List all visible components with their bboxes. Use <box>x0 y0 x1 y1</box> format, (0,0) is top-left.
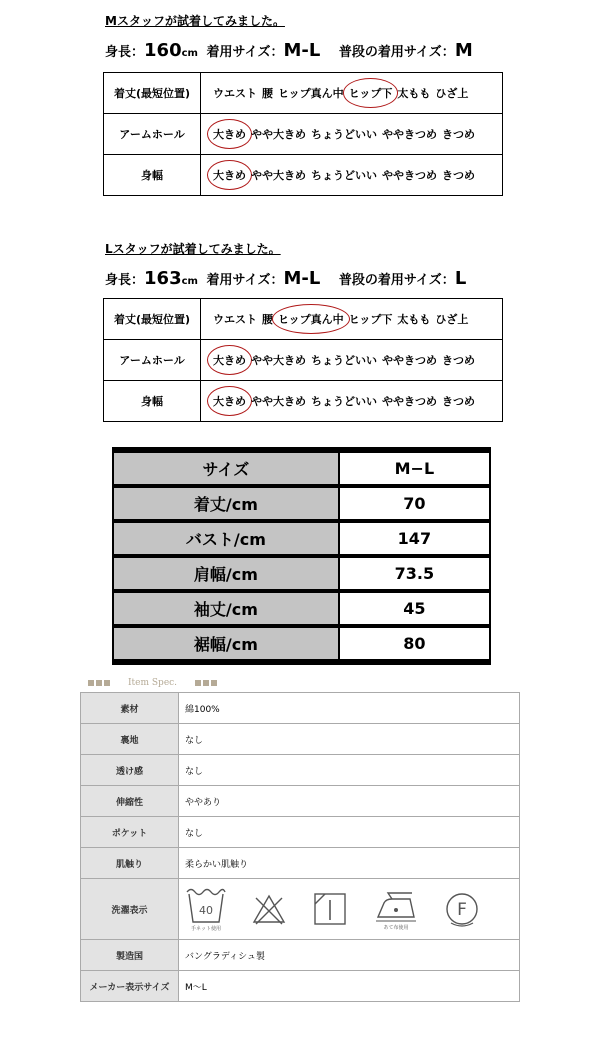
height-unit: cm <box>181 276 198 287</box>
spec-label: 製造国 <box>81 940 179 971</box>
m-staff-summary <box>105 40 473 61</box>
fit-option: やや大きめ <box>251 128 306 141</box>
fit-option: ちょうどいい <box>311 128 377 141</box>
size-value: 45 <box>340 593 489 624</box>
fit-option: ウエスト <box>213 87 257 100</box>
size-row <box>114 628 489 659</box>
spec-label: 伸縮性 <box>81 786 179 817</box>
fit-row-options <box>201 114 503 155</box>
line-dry-shade-icon <box>311 890 349 928</box>
item-spec-heading <box>88 678 219 688</box>
size-table <box>112 447 491 665</box>
l-staff-fit-table <box>103 298 503 422</box>
no-bleach-icon <box>250 890 288 928</box>
fit-option: きつめ <box>442 169 475 182</box>
height-unit: cm <box>181 48 198 59</box>
size-label: 着丈/cm <box>114 488 340 519</box>
spec-label: 裏地 <box>81 724 179 755</box>
worn-size-label: 着用サイズ： <box>206 45 284 60</box>
item-spec-table <box>80 692 520 1002</box>
spec-row <box>81 724 520 755</box>
m-staff-title: Mスタッフが試着してみました。 <box>105 14 285 28</box>
size-row <box>114 523 489 554</box>
fit-option: ひざ上 <box>435 87 469 100</box>
size-value: M−L <box>340 453 489 484</box>
height-value: 160 <box>144 40 182 61</box>
fit-option: きつめ <box>442 128 475 141</box>
spec-value: バングラディシュ製 <box>179 940 520 971</box>
fit-option-selected: 大きめ <box>213 128 246 141</box>
fit-option: 腰 <box>262 313 273 326</box>
fit-option: ややきつめ <box>382 169 437 182</box>
spec-label: メーカー表示サイズ <box>81 971 179 1002</box>
fit-option-selected: 大きめ <box>213 169 246 182</box>
svg-text:F: F <box>457 900 467 920</box>
fit-option: ちょうどいい <box>311 169 377 182</box>
spec-row <box>81 817 520 848</box>
m-staff-fit-table <box>103 72 503 196</box>
item-spec-title: Item Spec. <box>128 678 178 688</box>
fit-row <box>104 299 503 340</box>
fit-option: やや大きめ <box>251 354 306 367</box>
spec-row <box>81 971 520 1002</box>
fit-row-options <box>201 340 503 381</box>
size-label: 袖丈/cm <box>114 593 340 624</box>
worn-size-value: M-L <box>283 268 321 289</box>
spec-value: なし <box>179 817 520 848</box>
fit-row-options <box>201 381 503 422</box>
size-value: 73.5 <box>340 558 489 589</box>
usual-size-label: 普段の着用サイズ： <box>338 45 455 60</box>
fit-option: ちょうどいい <box>311 395 377 408</box>
fit-row-label: 身幅 <box>104 155 201 196</box>
fit-option: ヒップ真ん中 <box>278 87 344 100</box>
fit-option-selected: 大きめ <box>213 354 246 367</box>
fit-row-label: 着丈(最短位置) <box>104 73 201 114</box>
fit-row-label: 身幅 <box>104 381 201 422</box>
fit-option-selected: 大きめ <box>213 395 246 408</box>
spec-label: 洗濯表示 <box>81 879 179 940</box>
fit-option: ウエスト <box>213 313 257 326</box>
size-label: サイズ <box>114 453 340 484</box>
spec-value: なし <box>179 755 520 786</box>
spec-row <box>81 755 520 786</box>
fit-row-label: アームホール <box>104 340 201 381</box>
size-row <box>114 558 489 589</box>
spec-value: M～L <box>179 971 520 1002</box>
fit-option-selected: ヒップ真ん中 <box>278 313 344 326</box>
spec-value: なし <box>179 724 520 755</box>
size-value: 70 <box>340 488 489 519</box>
fit-option: ひざ上 <box>435 313 469 326</box>
size-header-row <box>114 453 489 484</box>
spec-value: 綿100% <box>179 693 520 724</box>
height-label: 身長： <box>105 273 145 288</box>
wash-tub-40-icon <box>185 886 227 932</box>
spec-label: 透け感 <box>81 755 179 786</box>
fit-option: ややきつめ <box>382 354 437 367</box>
spec-row <box>81 940 520 971</box>
fit-option: きつめ <box>442 354 475 367</box>
usual-size-value: M <box>454 40 473 61</box>
fit-row <box>104 381 503 422</box>
spec-row <box>81 786 520 817</box>
spec-value <box>179 879 520 940</box>
fit-row-options <box>201 299 503 340</box>
size-label: バスト/cm <box>114 523 340 554</box>
fit-option: ややきつめ <box>382 128 437 141</box>
size-value: 147 <box>340 523 489 554</box>
dry-clean-f-icon <box>443 890 481 928</box>
height-value: 163 <box>144 268 182 289</box>
fit-row-options <box>201 73 503 114</box>
usual-size-value: L <box>454 268 467 289</box>
size-label: 肩幅/cm <box>114 558 340 589</box>
fit-option: やや大きめ <box>251 169 306 182</box>
fit-option: ややきつめ <box>382 395 437 408</box>
fit-row <box>104 340 503 381</box>
fit-option-selected: ヒップ下 <box>348 87 393 100</box>
fit-option: きつめ <box>442 395 475 408</box>
spec-row <box>81 879 520 940</box>
spec-value: 柔らかい肌触り <box>179 848 520 879</box>
fit-row <box>104 73 503 114</box>
svg-text:手ネット使用: 手ネット使用 <box>190 926 222 932</box>
fit-option: ちょうどいい <box>311 354 377 367</box>
fit-row-label: アームホール <box>104 114 201 155</box>
fit-row-label: 着丈(最短位置) <box>104 299 201 340</box>
usual-size-label: 普段の着用サイズ： <box>338 273 455 288</box>
size-row <box>114 593 489 624</box>
worn-size-label: 着用サイズ： <box>206 273 284 288</box>
spec-row <box>81 848 520 879</box>
l-staff-summary <box>105 268 466 289</box>
spec-label: ポケット <box>81 817 179 848</box>
fit-option: やや大きめ <box>251 395 306 408</box>
svg-text:40: 40 <box>199 904 213 917</box>
size-value: 80 <box>340 628 489 659</box>
worn-size-value: M-L <box>283 40 321 61</box>
height-label: 身長： <box>105 45 145 60</box>
fit-row-options <box>201 155 503 196</box>
iron-low-icon <box>372 887 420 931</box>
fit-option: ヒップ下 <box>348 313 393 326</box>
fit-row <box>104 155 503 196</box>
fit-row <box>104 114 503 155</box>
fit-option: 腰 <box>262 87 273 100</box>
spec-row <box>81 693 520 724</box>
spec-value: ややあり <box>179 786 520 817</box>
laundry-icons <box>185 886 519 932</box>
size-row <box>114 488 489 519</box>
svg-text:あて布使用: あて布使用 <box>383 925 409 931</box>
spec-label: 肌触り <box>81 848 179 879</box>
l-staff-title: Lスタッフが試着してみました。 <box>105 242 281 256</box>
fit-option: 太もも <box>397 313 431 326</box>
spec-label: 素材 <box>81 693 179 724</box>
size-label: 裾幅/cm <box>114 628 340 659</box>
fit-option: 太もも <box>397 87 431 100</box>
